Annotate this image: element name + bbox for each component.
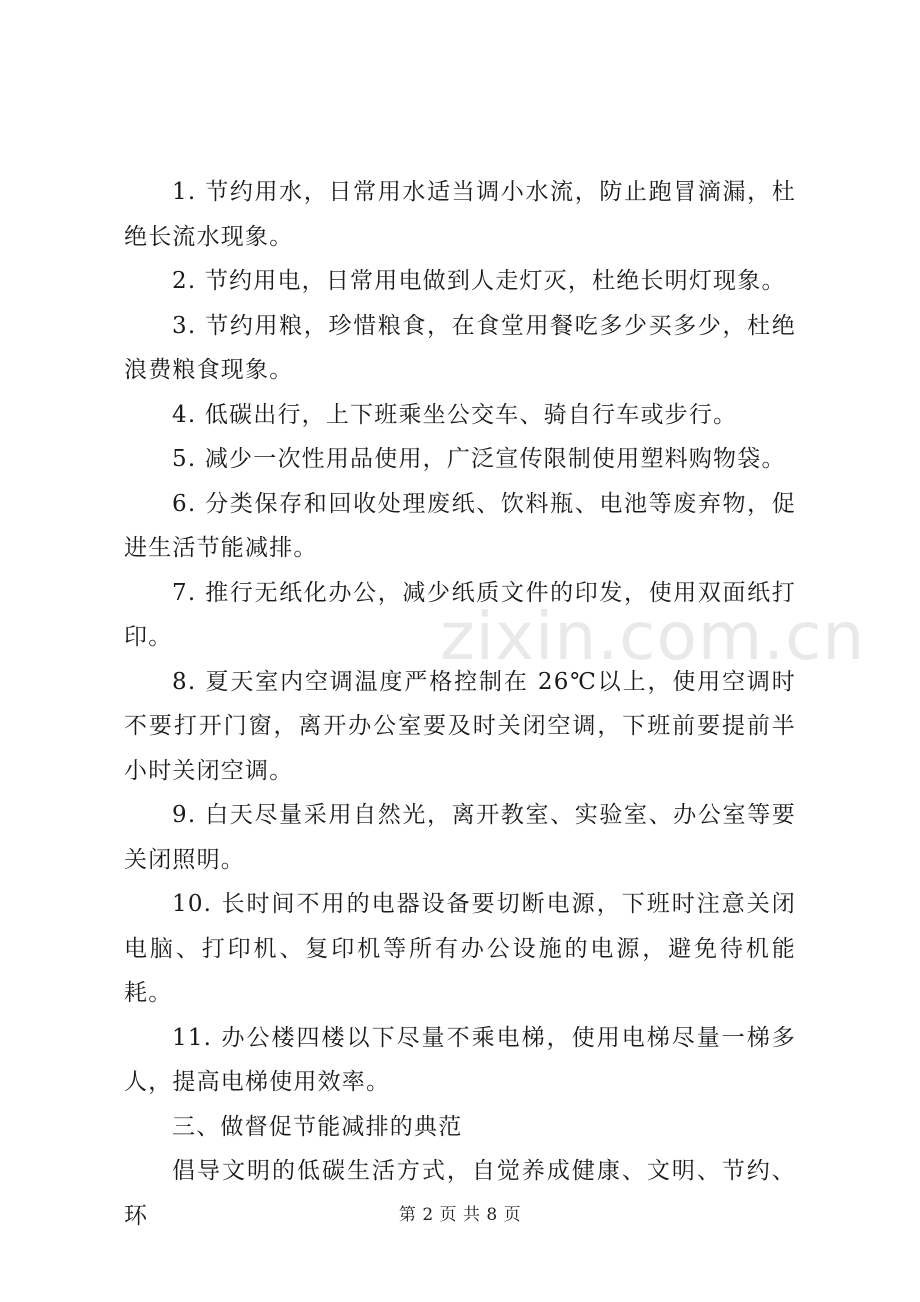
paragraph-item-7: 7. 推行无纸化办公，减少纸质文件的印发，使用双面纸打印。: [124, 579, 796, 650]
page-number-footer: 第 2 页 共 8 页: [398, 1205, 522, 1225]
paragraph-item-2: 2. 节约用电，日常用电做到人走灯灭，杜绝长明灯现象。: [172, 268, 786, 294]
body-paragraph: 倡导文明的低碳生活方式，自觉养成健康、文明、节约、环: [124, 1158, 796, 1229]
paragraph-item-4: 4. 低碳出行，上下班乘坐公交车、骑自行车或步行。: [172, 401, 738, 428]
paragraph-item-8: 8. 夏天室内空调温度严格控制在 26℃以上，使用空调时不要打开门窗，离开办公室要及时关闭空调，下班前要提前半小时关闭空调。: [124, 668, 796, 784]
watermark: zixin.com.cn: [440, 598, 866, 675]
paragraph-item-6: 6. 分类保存和回收处理废纸、饮料瓶、电池等废弃物，促进生活节能减排。: [124, 490, 796, 561]
paragraph-item-10: 10. 长时间不用的电器设备要切断电源，下班时注意关闭电脑、打印机、复印机等所有办公设施的电源，避免待机能耗。: [124, 891, 796, 1006]
section-heading: 三、做督促节能减排的典范: [172, 1113, 463, 1140]
paragraph-item-5: 5. 减少一次性用品使用，广泛宣传限制使用塑料购物袋。: [172, 446, 786, 472]
paragraph-item-1: 1. 节约用水，日常用水适当调小水流，防止跑冒滴漏，杜绝长流水现象。: [124, 179, 796, 250]
paragraph-item-11: 11. 办公楼四楼以下尽量不乘电梯，使用电梯尽量一梯多人，提高电梯使用效率。: [124, 1024, 796, 1095]
paragraph-item-9: 9. 白天尽量采用自然光，离开教室、实验室、办公室等要关闭照明。: [124, 802, 796, 873]
document-body: [124, 170, 796, 1238]
paragraph-item-3: 3. 节约用粮，珍惜粮食，在食堂用餐吃多少买多少，杜绝浪费粮食现象。: [124, 312, 796, 383]
